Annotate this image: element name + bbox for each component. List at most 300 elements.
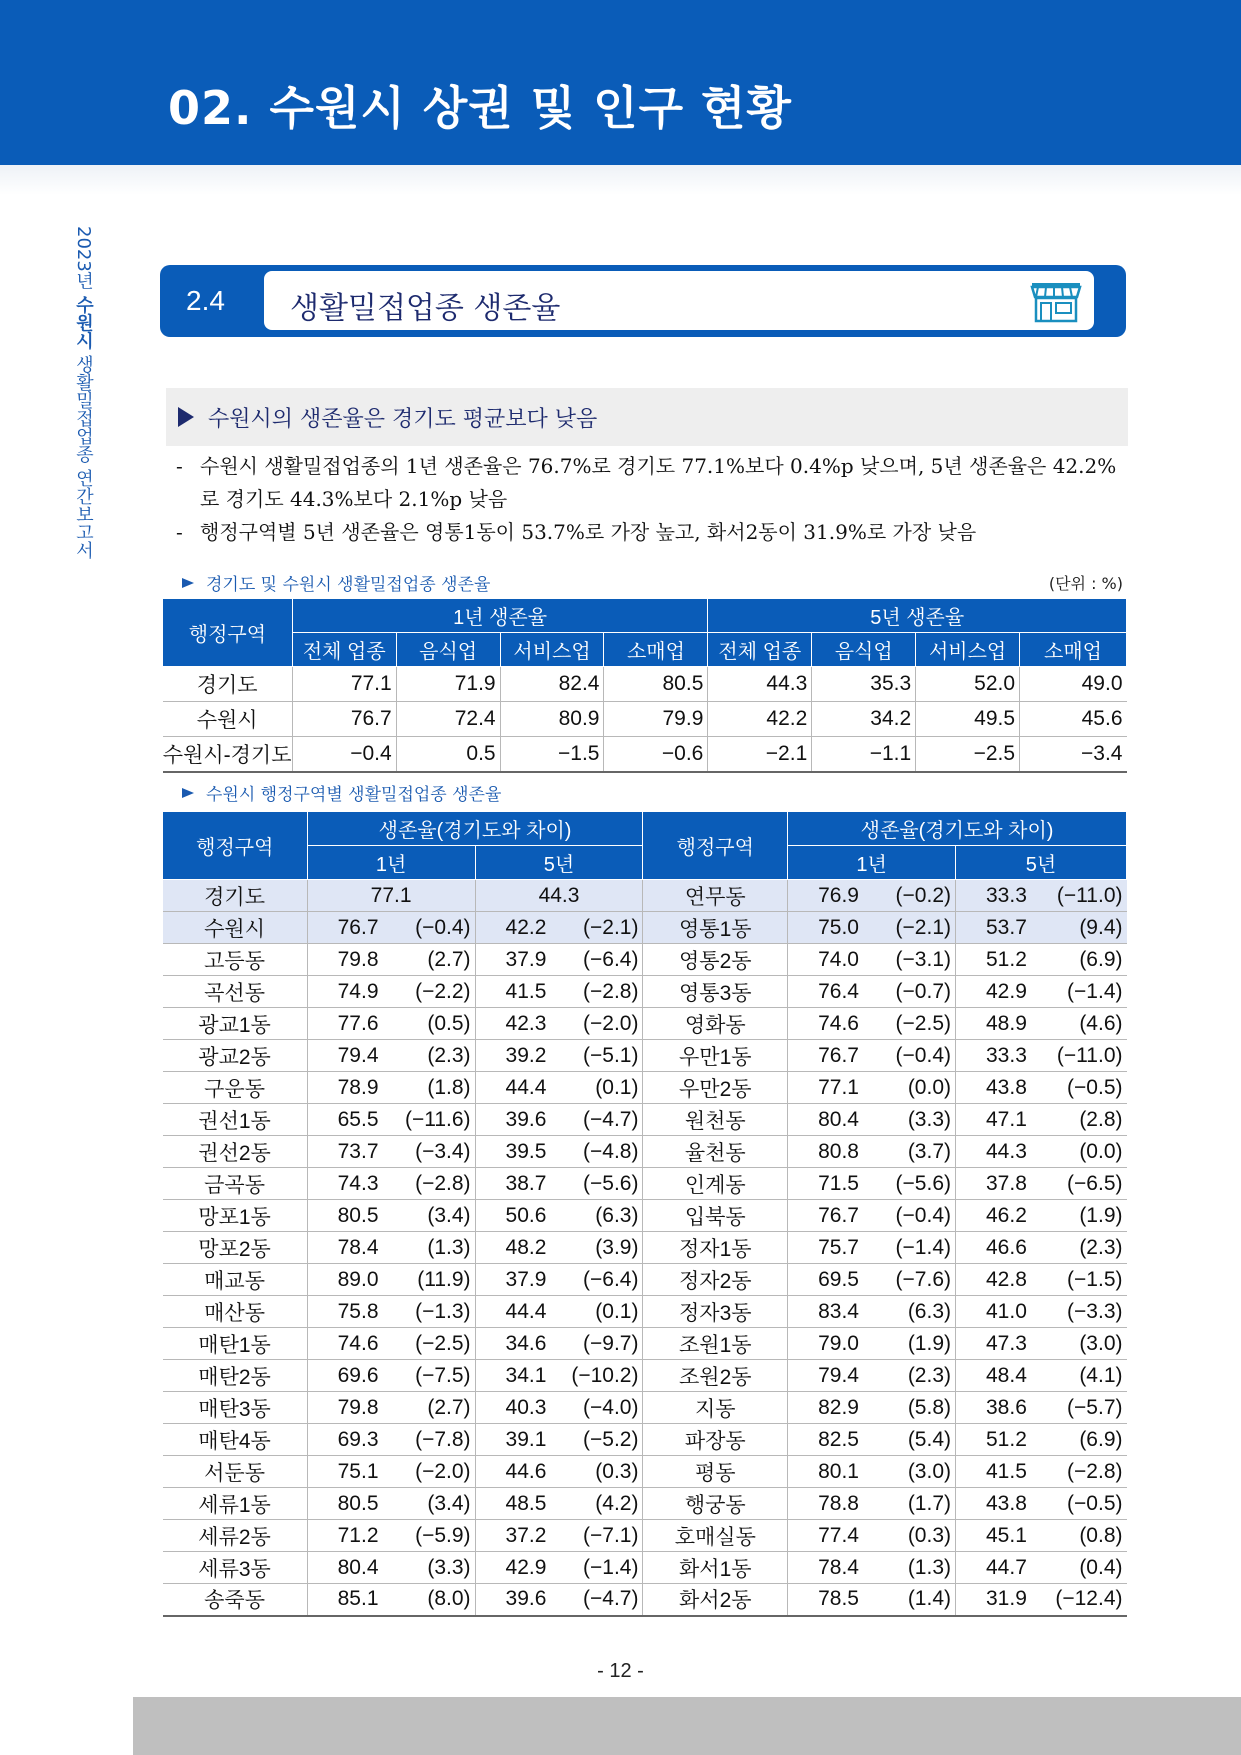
table-row xyxy=(163,1232,1127,1264)
diff-5y: (−1.4) xyxy=(559,1552,643,1584)
section-number: 2.4 xyxy=(186,285,225,316)
region-name: 매교동 xyxy=(163,1264,308,1296)
rate-value: −2.5 xyxy=(916,737,1020,772)
table-row xyxy=(163,1040,1127,1072)
diff-1y: (−2.5) xyxy=(872,1008,956,1040)
side-year: 2023년 xyxy=(73,226,94,290)
region-name: 평동 xyxy=(643,1456,788,1488)
table1-subhead: 음식업 xyxy=(396,633,500,667)
diff-1y: (1.9) xyxy=(872,1328,956,1360)
diff-1y: (−3.4) xyxy=(391,1136,475,1168)
rate-1y: 74.6 xyxy=(788,1008,872,1040)
region-name: 영통1동 xyxy=(643,912,788,944)
rate-5y: 46.6 xyxy=(956,1232,1040,1264)
diff-5y: (4.6) xyxy=(1039,1008,1126,1040)
diff-1y: (3.4) xyxy=(391,1488,475,1520)
diff-1y: (8.0) xyxy=(391,1584,475,1616)
side-city: 수원시 xyxy=(73,295,94,350)
region-name: 수원시 xyxy=(163,912,308,944)
rate-1y: 75.8 xyxy=(307,1296,391,1328)
rate-5y: 46.2 xyxy=(956,1200,1040,1232)
table1-subhead: 전체 업종 xyxy=(292,633,396,667)
rate-value: −2.1 xyxy=(708,737,812,772)
diff-1y: (−2.2) xyxy=(391,976,475,1008)
diff-1y: (1.7) xyxy=(872,1488,956,1520)
table2-caption-text: 수원시 행정구역별 생활밀접업종 생존율 xyxy=(206,785,502,805)
rate-value: −1.1 xyxy=(812,737,916,772)
banner-shade xyxy=(0,165,1241,195)
diff-5y: (−4.7) xyxy=(559,1584,643,1616)
diff-1y: (5.8) xyxy=(872,1392,956,1424)
table1-subhead: 서비스업 xyxy=(500,633,604,667)
diff-1y: (3.7) xyxy=(872,1136,956,1168)
rate-1y: 77.4 xyxy=(788,1520,872,1552)
summary-triangle-icon xyxy=(178,407,194,427)
region-name: 곡선동 xyxy=(163,976,308,1008)
region-name: 경기도 xyxy=(163,880,308,912)
diff-5y: (−2.8) xyxy=(1039,1456,1126,1488)
table2-caption xyxy=(182,780,501,805)
diff-1y: (−0.4) xyxy=(391,912,475,944)
table1-subhead: 소매업 xyxy=(1020,633,1127,667)
rate-1y: 65.5 xyxy=(307,1104,391,1136)
rate-1y: 77.1 xyxy=(307,880,475,912)
rate-1y: 80.1 xyxy=(788,1456,872,1488)
diff-5y: (−10.2) xyxy=(559,1360,643,1392)
caption-arrow-icon xyxy=(182,788,194,798)
diff-5y: (−4.0) xyxy=(559,1392,643,1424)
table1-head-region: 행정구역 xyxy=(163,599,293,667)
rate-1y: 79.4 xyxy=(788,1360,872,1392)
diff-5y: (0.0) xyxy=(1039,1136,1126,1168)
region-name: 구운동 xyxy=(163,1072,308,1104)
region-name: 조원2동 xyxy=(643,1360,788,1392)
region-name: 조원1동 xyxy=(643,1328,788,1360)
diff-1y: (6.3) xyxy=(872,1296,956,1328)
page-number: - 12 - xyxy=(597,1660,644,1682)
rate-1y: 75.1 xyxy=(307,1456,391,1488)
diff-5y: (−2.0) xyxy=(559,1008,643,1040)
diff-5y: (4.2) xyxy=(559,1488,643,1520)
rate-5y: 42.9 xyxy=(956,976,1040,1008)
rate-1y: 78.8 xyxy=(788,1488,872,1520)
table-row xyxy=(163,912,1127,944)
table1-head-5y: 5년 생존율 xyxy=(708,599,1127,633)
rate-5y: 39.5 xyxy=(475,1136,559,1168)
rate-1y: 76.7 xyxy=(788,1040,872,1072)
rate-5y: 34.6 xyxy=(475,1328,559,1360)
rate-5y: 51.2 xyxy=(956,944,1040,976)
rate-value: −1.5 xyxy=(500,737,604,772)
diff-5y: (−1.4) xyxy=(1039,976,1126,1008)
region-name: 고등동 xyxy=(163,944,308,976)
table-row xyxy=(163,1008,1127,1040)
rate-1y: 74.9 xyxy=(307,976,391,1008)
rate-1y: 69.5 xyxy=(788,1264,872,1296)
rate-5y: 41.5 xyxy=(956,1456,1040,1488)
rate-1y: 80.4 xyxy=(788,1104,872,1136)
diff-1y: (3.3) xyxy=(391,1552,475,1584)
table2-head-rate-right: 생존율(경기도와 차이) xyxy=(788,812,1127,846)
diff-1y: (1.4) xyxy=(872,1584,956,1616)
rate-1y: 71.2 xyxy=(307,1520,391,1552)
diff-1y: (−11.6) xyxy=(391,1104,475,1136)
diff-1y: (−0.4) xyxy=(872,1200,956,1232)
diff-1y: (2.7) xyxy=(391,1392,475,1424)
diff-1y: (−7.8) xyxy=(391,1424,475,1456)
diff-1y: (0.0) xyxy=(872,1072,956,1104)
table2-head-rate-left: 생존율(경기도와 차이) xyxy=(307,812,643,846)
diff-5y: (−11.0) xyxy=(1039,1040,1126,1072)
rate-value: 49.0 xyxy=(1020,667,1127,702)
diff-5y: (6.3) xyxy=(559,1200,643,1232)
rate-5y: 43.8 xyxy=(956,1072,1040,1104)
rate-1y: 79.0 xyxy=(788,1328,872,1360)
rate-value: 34.2 xyxy=(812,702,916,737)
diff-5y: (0.8) xyxy=(1039,1520,1126,1552)
rate-value: 35.3 xyxy=(812,667,916,702)
summary-box xyxy=(166,388,1128,446)
diff-1y: (−2.8) xyxy=(391,1168,475,1200)
caption-arrow-icon xyxy=(182,578,194,588)
table-row xyxy=(163,1584,1127,1616)
diff-5y: (2.8) xyxy=(1039,1104,1126,1136)
diff-1y: (1.3) xyxy=(391,1232,475,1264)
region-name: 영화동 xyxy=(643,1008,788,1040)
table1-caption xyxy=(182,570,490,595)
rate-value: 0.5 xyxy=(396,737,500,772)
region-name: 광교1동 xyxy=(163,1008,308,1040)
diff-5y: (−5.1) xyxy=(559,1040,643,1072)
diff-1y: (0.3) xyxy=(872,1520,956,1552)
diff-5y: (−5.2) xyxy=(559,1424,643,1456)
rate-1y: 74.6 xyxy=(307,1328,391,1360)
region-name: 인계동 xyxy=(643,1168,788,1200)
diff-5y: (−9.7) xyxy=(559,1328,643,1360)
diff-1y: (−0.4) xyxy=(872,1040,956,1072)
rate-5y: 42.8 xyxy=(956,1264,1040,1296)
rate-value: −3.4 xyxy=(1020,737,1127,772)
table1-caption-text: 경기도 및 수원시 생활밀접업종 생존율 xyxy=(206,575,491,595)
rate-5y: 42.9 xyxy=(475,1552,559,1584)
store-icon xyxy=(1030,281,1082,323)
rate-1y: 80.4 xyxy=(307,1552,391,1584)
diff-5y: (3.0) xyxy=(1039,1328,1126,1360)
diff-1y: (5.4) xyxy=(872,1424,956,1456)
rate-5y: 38.7 xyxy=(475,1168,559,1200)
table-row xyxy=(163,1488,1127,1520)
rate-5y: 48.2 xyxy=(475,1232,559,1264)
diff-5y: (−5.7) xyxy=(1039,1392,1126,1424)
table-row xyxy=(163,1424,1127,1456)
rate-value: 42.2 xyxy=(708,702,812,737)
region-name: 우만1동 xyxy=(643,1040,788,1072)
table-row xyxy=(163,1168,1127,1200)
table2-head-region-right: 행정구역 xyxy=(643,812,788,880)
region-name: 연무동 xyxy=(643,880,788,912)
chapter-title: 02. 수원시 상권 및 인구 현황 xyxy=(168,81,792,135)
region-name: 매탄3동 xyxy=(163,1392,308,1424)
bullet-list xyxy=(174,450,1130,549)
rate-1y: 80.5 xyxy=(307,1488,391,1520)
rate-1y: 74.0 xyxy=(788,944,872,976)
rate-value: 82.4 xyxy=(500,667,604,702)
diff-5y: (9.4) xyxy=(1039,912,1126,944)
diff-5y: (−6.4) xyxy=(559,944,643,976)
rate-5y: 44.3 xyxy=(475,880,643,912)
rate-5y: 37.9 xyxy=(475,1264,559,1296)
rate-5y: 39.6 xyxy=(475,1584,559,1616)
rate-5y: 34.1 xyxy=(475,1360,559,1392)
diff-1y: (1.3) xyxy=(872,1552,956,1584)
region-name: 정자1동 xyxy=(643,1232,788,1264)
diff-5y: (4.1) xyxy=(1039,1360,1126,1392)
diff-1y: (11.9) xyxy=(391,1264,475,1296)
table1-subhead: 음식업 xyxy=(812,633,916,667)
rate-5y: 41.5 xyxy=(475,976,559,1008)
diff-5y: (−11.0) xyxy=(1039,880,1126,912)
diff-1y: (3.4) xyxy=(391,1200,475,1232)
rate-5y: 44.7 xyxy=(956,1552,1040,1584)
table-row xyxy=(163,944,1127,976)
diff-1y: (3.3) xyxy=(872,1104,956,1136)
diff-1y: (−7.5) xyxy=(391,1360,475,1392)
diff-1y: (3.0) xyxy=(872,1456,956,1488)
rate-5y: 44.4 xyxy=(475,1296,559,1328)
diff-5y: (−0.5) xyxy=(1039,1072,1126,1104)
rate-5y: 51.2 xyxy=(956,1424,1040,1456)
region-name: 화서1동 xyxy=(643,1552,788,1584)
rate-1y: 83.4 xyxy=(788,1296,872,1328)
diff-5y: (6.9) xyxy=(1039,944,1126,976)
region-name: 파장동 xyxy=(643,1424,788,1456)
table2-head-1y-right: 1년 xyxy=(788,846,956,880)
table-row xyxy=(163,1200,1127,1232)
rate-value: 45.6 xyxy=(1020,702,1127,737)
diff-5y: (0.1) xyxy=(559,1072,643,1104)
rate-value: 80.5 xyxy=(604,667,708,702)
rate-5y: 37.8 xyxy=(956,1168,1040,1200)
chapter-banner xyxy=(0,0,1241,165)
table-row xyxy=(163,1328,1127,1360)
rate-1y: 79.8 xyxy=(307,944,391,976)
rate-5y: 42.2 xyxy=(475,912,559,944)
table-row xyxy=(163,1552,1127,1584)
rate-5y: 33.3 xyxy=(956,1040,1040,1072)
region-name: 세류1동 xyxy=(163,1488,308,1520)
bullet-item: - 행정구역별 5년 생존율은 영통1동이 53.7%로 가장 높고, 화서2동이 31.9%로 가장 낮음 xyxy=(174,516,1130,549)
rate-1y: 78.5 xyxy=(788,1584,872,1616)
rate-value: 49.5 xyxy=(916,702,1020,737)
rate-value: 76.7 xyxy=(292,702,396,737)
rate-1y: 80.5 xyxy=(307,1200,391,1232)
table1-head-1y: 1년 생존율 xyxy=(292,599,708,633)
table-row xyxy=(163,1520,1127,1552)
region-name: 정자2동 xyxy=(643,1264,788,1296)
diff-1y: (−0.7) xyxy=(872,976,956,1008)
rate-1y: 79.8 xyxy=(307,1392,391,1424)
rate-5y: 44.4 xyxy=(475,1072,559,1104)
rate-5y: 31.9 xyxy=(956,1584,1040,1616)
diff-1y: (−3.1) xyxy=(872,944,956,976)
region-name: 지동 xyxy=(643,1392,788,1424)
section-header xyxy=(160,265,1126,337)
table-row xyxy=(163,1456,1127,1488)
rate-1y: 77.1 xyxy=(788,1072,872,1104)
table-row xyxy=(163,737,1127,772)
rate-value: 44.3 xyxy=(708,667,812,702)
rate-value: 77.1 xyxy=(292,667,396,702)
diff-5y: (−6.5) xyxy=(1039,1168,1126,1200)
rate-5y: 39.1 xyxy=(475,1424,559,1456)
diff-1y: (−1.3) xyxy=(391,1296,475,1328)
rate-5y: 44.6 xyxy=(475,1456,559,1488)
diff-1y: (0.5) xyxy=(391,1008,475,1040)
diff-1y: (−0.2) xyxy=(872,880,956,912)
region-name: 영통3동 xyxy=(643,976,788,1008)
table-row xyxy=(163,1296,1127,1328)
diff-5y: (1.9) xyxy=(1039,1200,1126,1232)
table-row xyxy=(163,1392,1127,1424)
diff-5y: (−7.1) xyxy=(559,1520,643,1552)
rate-5y: 39.2 xyxy=(475,1040,559,1072)
table-row xyxy=(163,1264,1127,1296)
rate-1y: 74.3 xyxy=(307,1168,391,1200)
region-name: 권선1동 xyxy=(163,1104,308,1136)
rate-1y: 85.1 xyxy=(307,1584,391,1616)
table2-head-1y-left: 1년 xyxy=(307,846,475,880)
diff-5y: (2.3) xyxy=(1039,1232,1126,1264)
diff-5y: (6.9) xyxy=(1039,1424,1126,1456)
table-row xyxy=(163,667,1127,702)
rate-1y: 69.6 xyxy=(307,1360,391,1392)
diff-5y: (−2.8) xyxy=(559,976,643,1008)
table-row xyxy=(163,976,1127,1008)
diff-1y: (−2.1) xyxy=(872,912,956,944)
diff-1y: (−7.6) xyxy=(872,1264,956,1296)
rate-1y: 71.5 xyxy=(788,1168,872,1200)
region-name: 금곡동 xyxy=(163,1168,308,1200)
footer-band xyxy=(133,1697,1241,1755)
side-report: 생활밀접업종 연간보고서 xyxy=(73,355,94,560)
region-name: 우만2동 xyxy=(643,1072,788,1104)
diff-5y: (−1.5) xyxy=(1039,1264,1126,1296)
rate-value: −0.6 xyxy=(604,737,708,772)
diff-5y: (−12.4) xyxy=(1039,1584,1126,1616)
region-name: 광교2동 xyxy=(163,1040,308,1072)
rate-1y: 76.9 xyxy=(788,880,872,912)
region-name: 매탄4동 xyxy=(163,1424,308,1456)
summary-headline: 수원시의 생존율은 경기도 평균보다 낮음 xyxy=(208,407,598,432)
rate-1y: 82.5 xyxy=(788,1424,872,1456)
diff-1y: (−5.9) xyxy=(391,1520,475,1552)
rate-5y: 50.6 xyxy=(475,1200,559,1232)
diff-5y: (0.1) xyxy=(559,1296,643,1328)
rate-value: 52.0 xyxy=(916,667,1020,702)
rate-5y: 53.7 xyxy=(956,912,1040,944)
section-title-box xyxy=(264,271,1094,330)
rate-1y: 75.7 xyxy=(788,1232,872,1264)
table2-head-5y-left: 5년 xyxy=(475,846,643,880)
diff-1y: (−5.6) xyxy=(872,1168,956,1200)
rate-1y: 69.3 xyxy=(307,1424,391,1456)
diff-1y: (−1.4) xyxy=(872,1232,956,1264)
region-name: 입북동 xyxy=(643,1200,788,1232)
rate-1y: 79.4 xyxy=(307,1040,391,1072)
diff-5y: (−6.4) xyxy=(559,1264,643,1296)
rate-value: 79.9 xyxy=(604,702,708,737)
rate-1y: 82.9 xyxy=(788,1392,872,1424)
table-row xyxy=(163,1104,1127,1136)
diff-5y: (0.3) xyxy=(559,1456,643,1488)
rate-5y: 43.8 xyxy=(956,1488,1040,1520)
region-name: 영통2동 xyxy=(643,944,788,976)
survival-summary-table xyxy=(162,598,1127,773)
rate-5y: 37.9 xyxy=(475,944,559,976)
region-name: 매산동 xyxy=(163,1296,308,1328)
diff-1y: (1.8) xyxy=(391,1072,475,1104)
diff-5y: (0.4) xyxy=(1039,1552,1126,1584)
rate-1y: 76.7 xyxy=(788,1200,872,1232)
rate-value: 72.4 xyxy=(396,702,500,737)
table-row xyxy=(163,702,1127,737)
rate-1y: 78.9 xyxy=(307,1072,391,1104)
region-name: 경기도 xyxy=(163,667,293,702)
rate-5y: 40.3 xyxy=(475,1392,559,1424)
table1-unit: (단위 : %) xyxy=(1048,574,1123,593)
table-row xyxy=(163,1072,1127,1104)
rate-5y: 33.3 xyxy=(956,880,1040,912)
diff-5y: (−0.5) xyxy=(1039,1488,1126,1520)
diff-1y: (2.7) xyxy=(391,944,475,976)
table2-head-5y-right: 5년 xyxy=(956,846,1127,880)
rate-5y: 39.6 xyxy=(475,1104,559,1136)
rate-value: 80.9 xyxy=(500,702,604,737)
table1-subhead: 서비스업 xyxy=(916,633,1020,667)
diff-5y: (−2.1) xyxy=(559,912,643,944)
rate-5y: 47.1 xyxy=(956,1104,1040,1136)
side-report-label xyxy=(66,226,96,566)
region-name: 망포1동 xyxy=(163,1200,308,1232)
diff-5y: (−5.6) xyxy=(559,1168,643,1200)
rate-1y: 77.6 xyxy=(307,1008,391,1040)
diff-1y: (−2.0) xyxy=(391,1456,475,1488)
diff-5y: (−3.3) xyxy=(1039,1296,1126,1328)
rate-5y: 37.2 xyxy=(475,1520,559,1552)
region-name: 송죽동 xyxy=(163,1584,308,1616)
table1-subhead: 소매업 xyxy=(604,633,708,667)
region-name: 세류2동 xyxy=(163,1520,308,1552)
rate-5y: 48.4 xyxy=(956,1360,1040,1392)
region-name: 율천동 xyxy=(643,1136,788,1168)
region-name: 호매실동 xyxy=(643,1520,788,1552)
rate-value: −0.4 xyxy=(292,737,396,772)
district-survival-table xyxy=(162,811,1127,1617)
table-row xyxy=(163,1136,1127,1168)
region-name: 수원시 xyxy=(163,702,293,737)
diff-1y: (−2.5) xyxy=(391,1328,475,1360)
diff-5y: (−4.8) xyxy=(559,1136,643,1168)
diff-5y: (3.9) xyxy=(559,1232,643,1264)
rate-5y: 44.3 xyxy=(956,1136,1040,1168)
rate-5y: 48.5 xyxy=(475,1488,559,1520)
rate-value: 71.9 xyxy=(396,667,500,702)
rate-1y: 75.0 xyxy=(788,912,872,944)
rate-1y: 73.7 xyxy=(307,1136,391,1168)
rate-5y: 47.3 xyxy=(956,1328,1040,1360)
diff-5y: (−4.7) xyxy=(559,1104,643,1136)
rate-5y: 45.1 xyxy=(956,1520,1040,1552)
